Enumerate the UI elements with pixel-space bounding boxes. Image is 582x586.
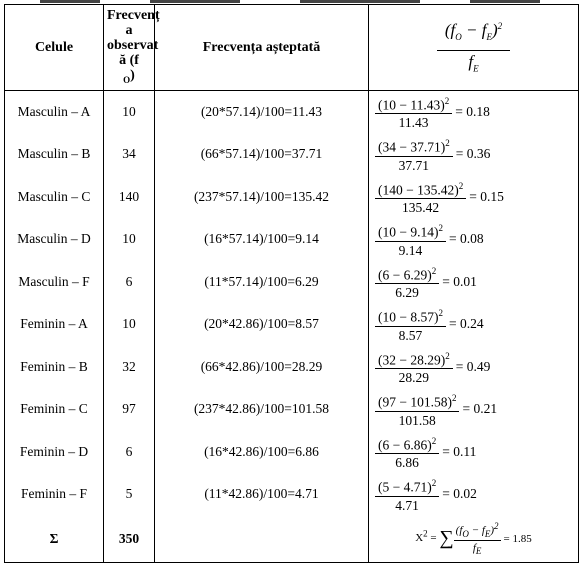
sum-denominator [454, 541, 501, 557]
table-row [5, 91, 579, 134]
component-numerator [375, 94, 452, 115]
numerator-exponent: 2 [431, 478, 437, 488]
header-observed-close: ) [130, 67, 135, 83]
hf-n4: E [486, 31, 492, 42]
chi-component [369, 176, 579, 219]
cell-label: Feminin – A [5, 303, 104, 346]
hf-d1: f [468, 51, 474, 71]
table-row [5, 176, 579, 219]
component-fraction [375, 349, 453, 386]
observed-frequency: 5 [104, 473, 155, 516]
cell-label: Masculin – A [5, 91, 104, 134]
expected-frequency: (237*57.14)/100=135.42 [155, 176, 369, 219]
component-result: = 0.18 [455, 104, 490, 119]
table-row [5, 218, 579, 261]
header-formula [369, 5, 579, 91]
sum-fraction [454, 520, 501, 557]
expected-frequency: (66*42.86)/100=28.29 [155, 346, 369, 389]
observed-frequency: 10 [104, 218, 155, 261]
component-denominator: 101.58 [398, 412, 436, 428]
chi-component [369, 346, 579, 389]
observed-frequency: 6 [104, 431, 155, 474]
component-result: = 0.11 [442, 443, 477, 459]
expected-frequency: (237*42.86)/100=101.58 [155, 388, 369, 431]
component-numerator [375, 179, 466, 200]
chi-component [369, 218, 579, 261]
observed-frequency: 34 [104, 133, 155, 176]
sigma-symbol: ∑ [439, 527, 454, 550]
cell-label: Masculin – B [5, 133, 104, 176]
expected-frequency: (16*57.14)/100=9.14 [155, 218, 369, 261]
numerator-exponent: 2 [444, 95, 450, 106]
numerator-text: (10 − 8.57) [378, 309, 439, 325]
component-result: = 0.24 [448, 316, 484, 332]
table-row [5, 133, 579, 176]
numerator-text: (97 − 101.58) [378, 394, 452, 410]
component-result: = 0.49 [455, 358, 491, 374]
numerator-text: (6 − 6.86) [378, 437, 432, 452]
component-numerator [375, 221, 446, 242]
header-formula-fraction [437, 17, 510, 78]
hf-n3: − f [461, 20, 487, 40]
component-result: = 0.21 [462, 401, 498, 417]
sd2: E [475, 546, 482, 557]
numerator-text: (6 − 6.29) [378, 267, 432, 282]
hf-n2: O [455, 31, 462, 42]
table-body [5, 91, 579, 563]
component-numerator [375, 136, 453, 157]
numerator-exponent: 2 [438, 223, 443, 233]
numerator-text: (5 − 4.71) [378, 479, 432, 495]
sn5: ) [490, 524, 495, 537]
component-fraction [375, 179, 466, 216]
numerator-exponent: 2 [451, 393, 457, 403]
numerator-exponent: 2 [438, 308, 443, 318]
sn2: O [462, 529, 469, 540]
chi-component [369, 261, 579, 304]
sum-total: 350 [104, 516, 155, 563]
table-row [5, 473, 579, 516]
numerator-text: (32 − 28.29) [378, 352, 446, 367]
numerator-exponent: 2 [445, 138, 450, 148]
header-cells: Celule [5, 5, 104, 91]
chi-component [369, 133, 579, 176]
chi-square-result: = 1.85 [503, 532, 532, 545]
table-row [5, 261, 579, 304]
chi-component [369, 388, 579, 431]
expected-frequency: (16*42.86)/100=6.86 [155, 431, 369, 474]
chi-square-total [369, 516, 579, 563]
component-numerator [375, 391, 459, 412]
component-denominator: 6.86 [395, 455, 419, 470]
sum-label: Σ [5, 516, 104, 563]
numerator-exponent: 2 [445, 350, 450, 361]
chi-component [369, 473, 579, 516]
observed-frequency: 140 [104, 176, 155, 219]
component-fraction [375, 434, 439, 471]
component-numerator [375, 264, 439, 285]
chi-component [369, 303, 579, 346]
chi-exponent: 2 [423, 528, 428, 539]
component-denominator: 37.71 [398, 157, 430, 173]
cell-label: Masculin – F [5, 261, 104, 304]
expected-frequency: (11*57.14)/100=6.29 [155, 261, 369, 304]
hf-d2: E [473, 63, 479, 74]
component-fraction [375, 476, 439, 513]
sn6: 2 [494, 521, 499, 532]
sum-numerator [454, 520, 501, 541]
sum-row [5, 516, 579, 563]
cell-label: Feminin – D [5, 431, 104, 474]
component-numerator [375, 349, 453, 370]
sd1: f [472, 542, 476, 555]
component-fraction [375, 136, 453, 173]
observed-frequency: 10 [104, 91, 155, 134]
expected-frequency: (20*42.86)/100=8.57 [155, 303, 369, 346]
sn1: (f [455, 524, 463, 537]
header-observed [104, 5, 160, 91]
cell-label: Feminin – C [5, 388, 104, 431]
observed-frequency: 32 [104, 346, 155, 389]
component-result: = 0.36 [455, 146, 491, 162]
numerator-text: (10 − 9.14) [378, 224, 439, 240]
hf-n6: 2 [497, 20, 503, 31]
chi-square-table [4, 4, 579, 563]
component-denominator: 4.71 [395, 497, 419, 513]
chi-component [369, 431, 579, 474]
header-observed-text: Frecvenț a observat ă (f [107, 7, 160, 68]
chi-component [369, 91, 579, 134]
chi-symbol: X [415, 532, 424, 545]
component-denominator: 8.57 [398, 327, 423, 343]
header-formula-denominator [437, 51, 510, 78]
chi-equals: = [427, 532, 440, 545]
numerator-exponent: 2 [431, 265, 437, 276]
component-numerator [375, 476, 439, 497]
numerator-exponent: 2 [431, 435, 437, 446]
component-denominator: 135.42 [402, 200, 440, 215]
component-result: = 0.01 [442, 273, 477, 289]
component-numerator [375, 306, 446, 327]
component-fraction [375, 94, 452, 131]
header-observed-sub: O [123, 74, 131, 85]
component-result: = 0.02 [442, 486, 477, 502]
component-denominator: 11.43 [398, 115, 429, 131]
component-result: = 0.15 [469, 188, 504, 204]
observed-frequency: 6 [104, 261, 155, 304]
expected-frequency: (20*57.14)/100=11.43 [155, 91, 369, 134]
sn3: − f [468, 524, 485, 537]
header-formula-numerator [437, 17, 510, 51]
cell-label: Feminin – F [5, 473, 104, 516]
component-fraction [375, 391, 459, 428]
cell-label: Masculin – C [5, 176, 104, 219]
component-fraction [375, 306, 446, 343]
component-denominator: 9.14 [398, 242, 423, 258]
table-row [5, 431, 579, 474]
sn4: E [484, 529, 491, 540]
header-expected: Frecvența așteptată [155, 5, 369, 91]
expected-frequency: (11*42.86)/100=4.71 [155, 473, 369, 516]
numerator-text: (140 − 135.42) [378, 182, 459, 197]
component-fraction [375, 221, 446, 258]
numerator-exponent: 2 [458, 180, 464, 191]
observed-frequency: 10 [104, 303, 155, 346]
table-row [5, 346, 579, 389]
cell-label: Feminin – B [5, 346, 104, 389]
component-fraction [375, 264, 439, 301]
table-row [5, 303, 579, 346]
sum-empty [155, 516, 369, 563]
observed-frequency: 97 [104, 388, 155, 431]
hf-n5: ) [491, 20, 498, 40]
hf-n1: (f [444, 20, 456, 40]
header-row [5, 5, 579, 91]
component-numerator [375, 434, 439, 455]
numerator-text: (10 − 11.43) [378, 97, 445, 113]
component-denominator: 28.29 [398, 370, 430, 385]
cell-label: Masculin – D [5, 218, 104, 261]
component-result: = 0.08 [448, 231, 484, 247]
expected-frequency: (66*57.14)/100=37.71 [155, 133, 369, 176]
table-row [5, 388, 579, 431]
component-denominator: 6.29 [395, 285, 419, 300]
numerator-text: (34 − 37.71) [378, 139, 446, 155]
